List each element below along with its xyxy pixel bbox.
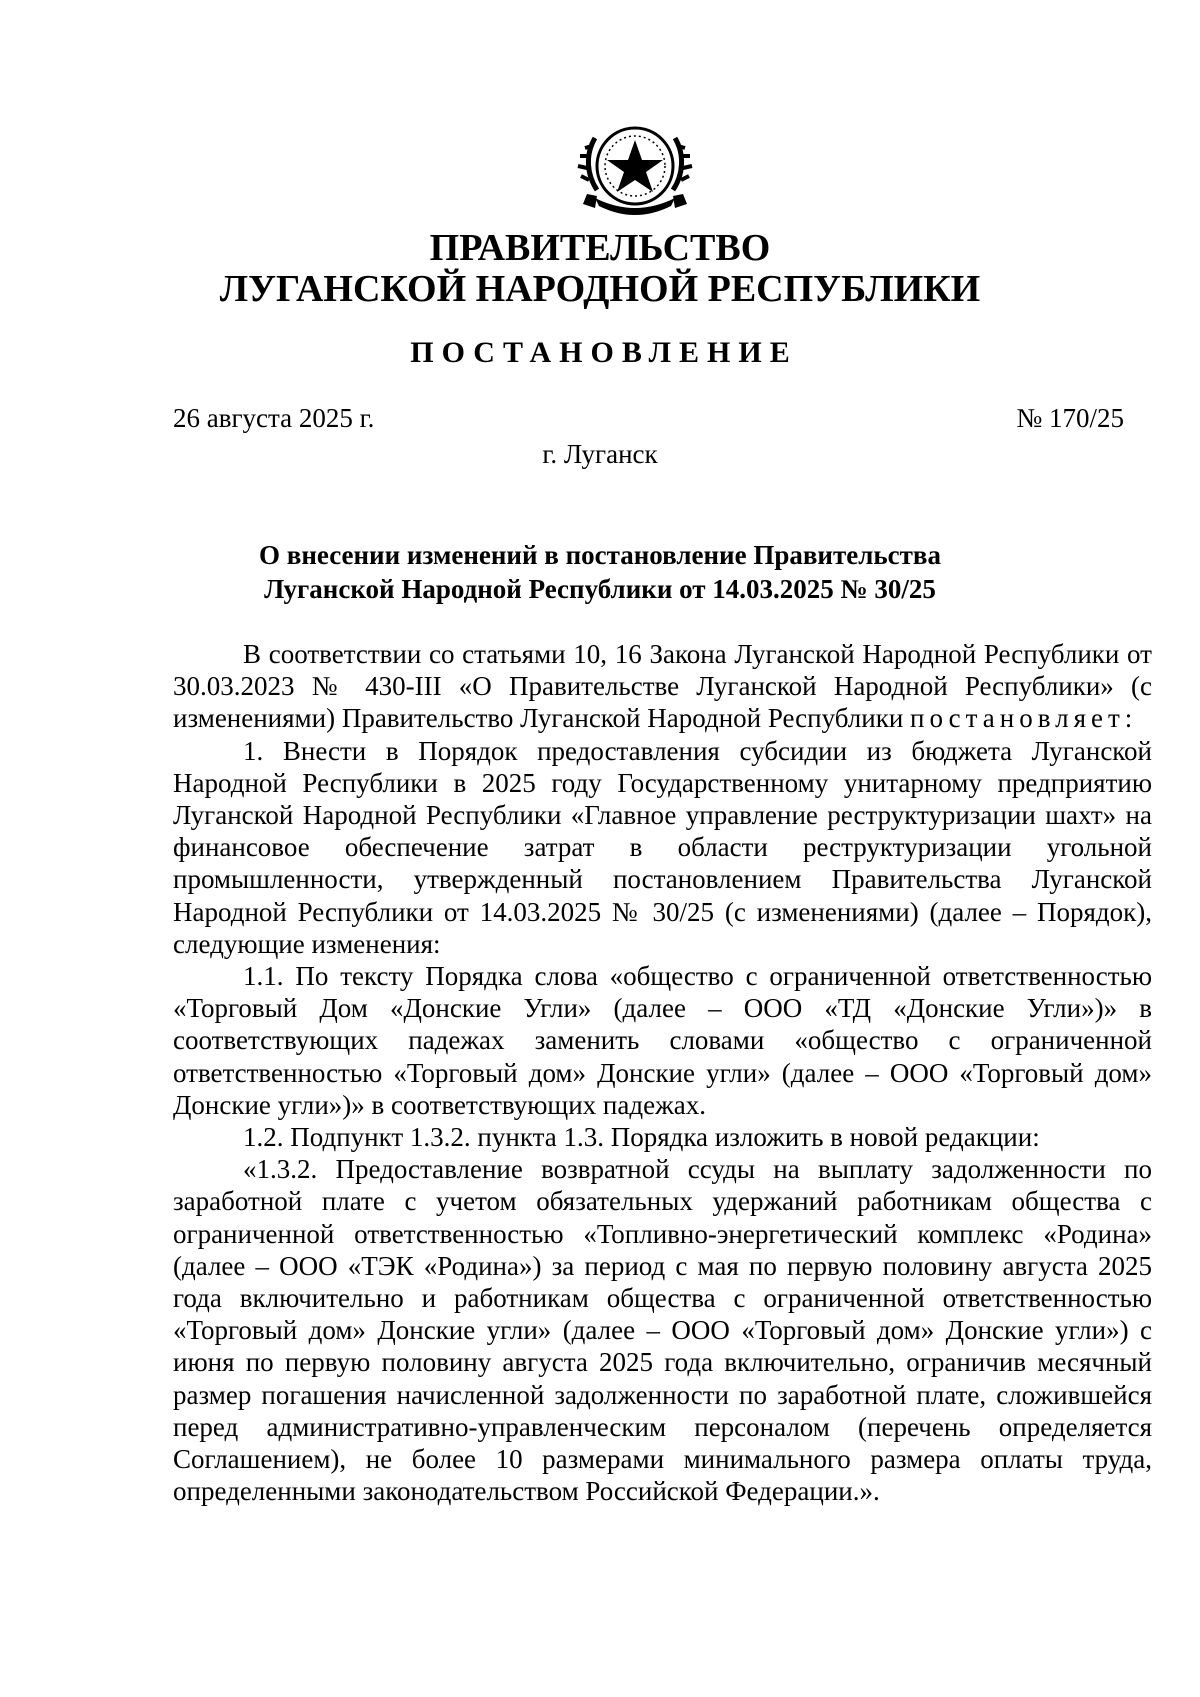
- subject-line2: Луганской Народной Республики от 14.03.2025 № 30/25: [264, 574, 936, 604]
- paragraph-1-1: 1.1. По тексту Порядка слова «общество с ограниченной ответственностью «Торговый Дом «Донские Угли» (далее – ООО «ТД «Донские Угли»)» в соответствующих падежах заменить словами «общество с ограниченной ответственностью «Торговый дом» Донские угли» (далее – ООО «Торговый дом» Донские угли»)» в соответствующих падежах.: [173, 961, 1152, 1120]
- document-body: [173, 638, 1152, 1507]
- organization-title-line2: ЛУГАНСКОЙ НАРОДНОЙ РЕСПУБЛИКИ: [219, 268, 981, 310]
- document-date: 26 августа 2025 г.: [173, 403, 375, 433]
- document-subject: [0, 538, 1200, 606]
- paragraph-1-3-2: «1.3.2. Предоставление возвратной ссуды на выплату задолженности по заработной плате с учетом обязательных удержаний работникам общества с ограниченной ответственностью «Топливно-энергетический комплекс «Родина» (далее – ООО «ТЭК «Родина») за период с мая по первую половину августа 2025 года включительно и работникам общества с ограниченной ответственностью «Торговый дом» Донские угли» (далее – ООО «Торговый дом» Донские угли») с июня по первую половину августа 2025 года включительно, ограничив месячный размер погашения начисленной задолженности по заработной плате, сложившейся перед административно-управленческим персоналом (перечень определяется Соглашением), не более 10 размерами минимального размера оплаты труда, определенными законодательством Российской Федерации.».: [173, 1154, 1152, 1507]
- preamble-verb: постановляет:: [910, 703, 1138, 734]
- preamble-paragraph: [173, 638, 1152, 735]
- subject-line1: О внесении изменений в постановление Правительства: [259, 540, 941, 570]
- organization-title-line1: ПРАВИТЕЛЬСТВО: [429, 227, 771, 269]
- document-type: ПОСТАНОВЛЕНИЕ: [410, 336, 798, 369]
- paragraph-1-2: 1.2. Подпункт 1.3.2. пункта 1.3. Порядка изложить в новой редакции:: [243, 1122, 1040, 1153]
- coat-of-arms-icon: [567, 120, 703, 220]
- paragraph-1: 1. Внести в Порядок предоставления субсидии из бюджета Луганской Народной Республики в 2025 году Государственному унитарному предприятию Луганской Народной Республики «Главное управление реструктуризации шахт» на финансовое обеспечение затрат в области реструктуризации угольной промышленности, утвержденный постановлением Правительства Луганской Народной Республики от 14.03.2025 № 30/25 (с изменениями) (далее – Порядок), следующие изменения:: [173, 735, 1152, 959]
- document-city: г. Луганск: [542, 439, 658, 469]
- organization-title: [0, 228, 1200, 310]
- document-number: № 170/25: [1016, 403, 1124, 433]
- preamble-text: В соответствии со статьями 10, 16 Закона Луганской Народной Республики от 30.03.2023 № 430-III «О Правительстве Луганской Народной Республики» (с изменениями) Правительство Луганской Народной Республики: [173, 639, 1152, 734]
